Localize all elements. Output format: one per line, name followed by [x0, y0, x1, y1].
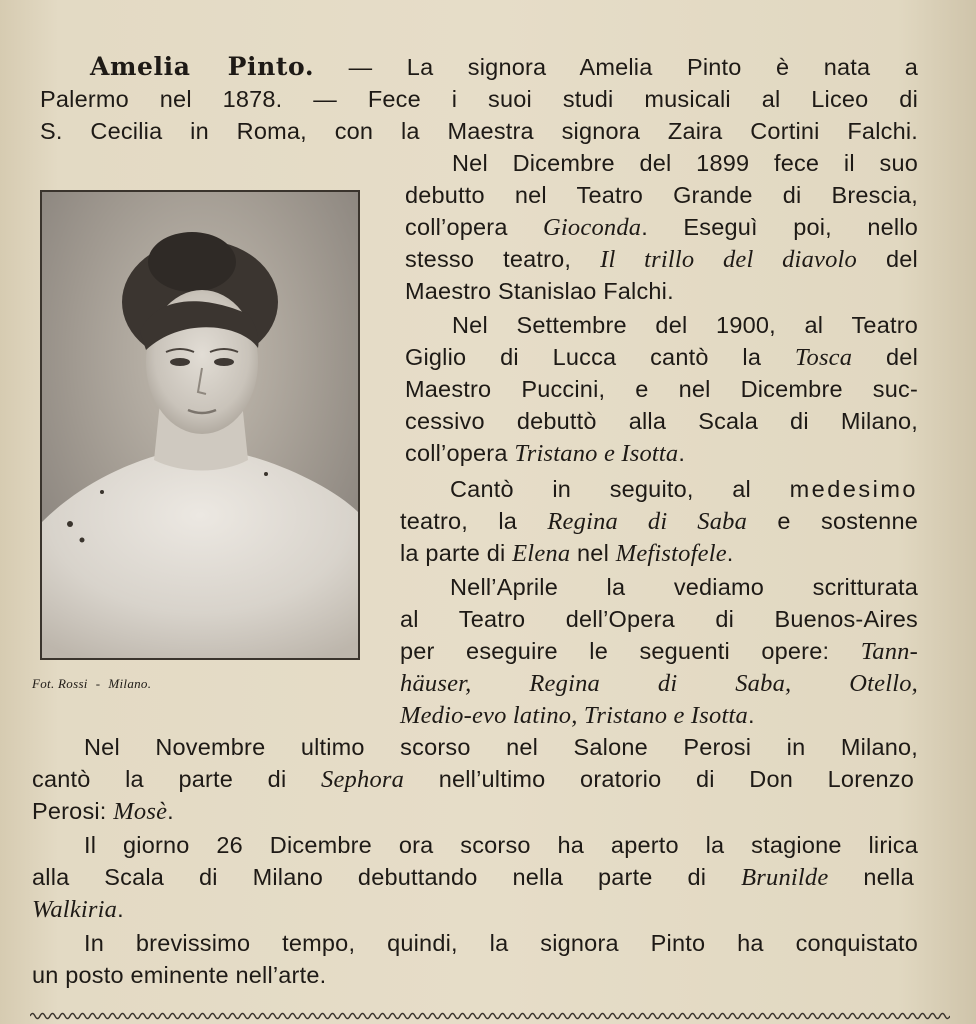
- text-run: Maestro Puccini, e nel Dicembre suc-: [405, 376, 918, 402]
- article-line: [405, 276, 674, 306]
- text-run: teatro, la: [400, 508, 548, 534]
- italic-title: Tann-: [860, 638, 918, 665]
- article-line: [32, 796, 174, 827]
- article-line: [400, 636, 918, 667]
- text-run: Nel Novembre ultimo scorso nel Salone Perosi in Milano,: [84, 734, 918, 760]
- article-line: [450, 572, 918, 602]
- text-run: .: [747, 702, 755, 728]
- italic-title: Tristano e Isotta: [514, 440, 679, 467]
- article-line: [405, 438, 685, 469]
- text-run: la parte di: [400, 540, 513, 566]
- article-line: [452, 148, 918, 178]
- article-line: [452, 310, 918, 340]
- wavy-divider: [30, 1010, 950, 1022]
- text-run: — La signora Amelia Pinto è nata a: [314, 54, 918, 80]
- article-line: [405, 212, 918, 243]
- article-line: [405, 374, 918, 404]
- article-heading-name: Amelia Pinto.: [90, 52, 315, 81]
- text-run: cantò la parte di: [32, 766, 322, 792]
- text-run: .: [167, 798, 174, 824]
- text-run: nella: [828, 864, 914, 890]
- article-line: [405, 244, 918, 275]
- text-run: debutto nel Teatro Grande di Brescia,: [405, 182, 918, 208]
- text-run: un posto eminente nell’arte.: [32, 962, 327, 988]
- text-run: . Eseguì poi, nello: [641, 214, 918, 240]
- text-run: Giglio di Lucca cantò la: [405, 344, 795, 370]
- article-line: [400, 538, 734, 569]
- text-run: .: [678, 440, 686, 466]
- italic-title: Mosè: [113, 798, 168, 825]
- spaced-word: medesimo: [789, 476, 918, 502]
- text-run: .: [117, 896, 124, 922]
- text-run: al Teatro dell’Opera di Buenos-Aires: [400, 606, 918, 632]
- article-line: [405, 342, 918, 373]
- text-run: In brevissimo tempo, quindi, la signora Pinto ha conquistato: [84, 930, 918, 956]
- photo-credit-separator: -: [95, 676, 101, 691]
- text-run: cessivo debuttò alla Scala di Milano,: [405, 408, 918, 434]
- text-run: Cantò in seguito, al: [450, 476, 790, 502]
- italic-title: Medio-evo latino, Tristano e Isotta: [400, 702, 748, 729]
- text-run: alla Scala di Milano debuttando nella parte di: [32, 864, 742, 890]
- text-run: coll’opera: [405, 440, 515, 466]
- italic-title: Regina di Saba: [547, 508, 748, 535]
- text-run: S. Cecilia in Roma, con la Maestra signora Zaira Cortini Falchi.: [40, 118, 918, 144]
- text-run: nell’ultimo oratorio di Don Lorenzo: [404, 766, 914, 792]
- italic-title: Elena: [512, 540, 571, 567]
- article-line: [400, 700, 755, 731]
- text-run: Il giorno 26 Dicembre ora scorso ha aperto la stagione lirica: [84, 832, 918, 858]
- portrait-photo: [40, 190, 360, 660]
- italic-title: Il trillo del diavolo: [600, 246, 857, 273]
- text-run: Nell’Aprile la vediamo scritturata: [450, 574, 918, 600]
- article-line: [84, 830, 918, 860]
- article-line: [90, 52, 918, 82]
- italic-title: Walkiria: [32, 896, 118, 923]
- article-line: [400, 668, 918, 699]
- article-line: [405, 406, 918, 436]
- article-line: [40, 116, 918, 146]
- article-line: [84, 928, 918, 958]
- text-run: Nel Settembre del 1900, al Teatro: [452, 312, 918, 338]
- photo-credit-city: Milano.: [108, 676, 152, 691]
- article-line: [32, 960, 326, 990]
- article-line: [32, 894, 124, 925]
- italic-title: Tosca: [794, 344, 853, 371]
- text-run: del: [852, 344, 918, 370]
- text-run: nel: [570, 540, 616, 566]
- text-run: coll’opera: [405, 214, 544, 240]
- text-run: Maestro Stanislao Falchi.: [405, 278, 674, 304]
- text-run: Perosi:: [32, 798, 114, 824]
- article-line: [400, 604, 918, 634]
- article-line: [84, 732, 918, 762]
- text-run: .: [726, 540, 734, 566]
- italic-title: Brunilde: [741, 864, 829, 891]
- text-run: per eseguire le seguenti opere:: [400, 638, 861, 664]
- article-line: [405, 180, 918, 210]
- text-run: e sostenne: [747, 508, 918, 534]
- italic-title: Sephora: [321, 766, 405, 793]
- article-line: [32, 862, 914, 893]
- text-run: Nel Dicembre del 1899 fece il suo: [452, 150, 918, 176]
- italic-title: Gioconda: [543, 214, 642, 241]
- text-run: Palermo nel 1878. — Fece i suoi studi musicali al Liceo di: [40, 86, 918, 112]
- portrait-image: [42, 192, 358, 658]
- italic-title: häuser, Regina di Saba, Otello,: [400, 670, 918, 697]
- italic-title: Mefistofele: [615, 540, 727, 567]
- text-run: del: [857, 246, 918, 272]
- photo-credit: [32, 676, 151, 692]
- article-line: [450, 474, 918, 504]
- text-run: stesso teatro,: [405, 246, 601, 272]
- photo-credit-studio: Fot. Rossi: [32, 676, 88, 691]
- article-line: [32, 764, 914, 795]
- article-line: [40, 84, 918, 114]
- article-line: [400, 506, 918, 537]
